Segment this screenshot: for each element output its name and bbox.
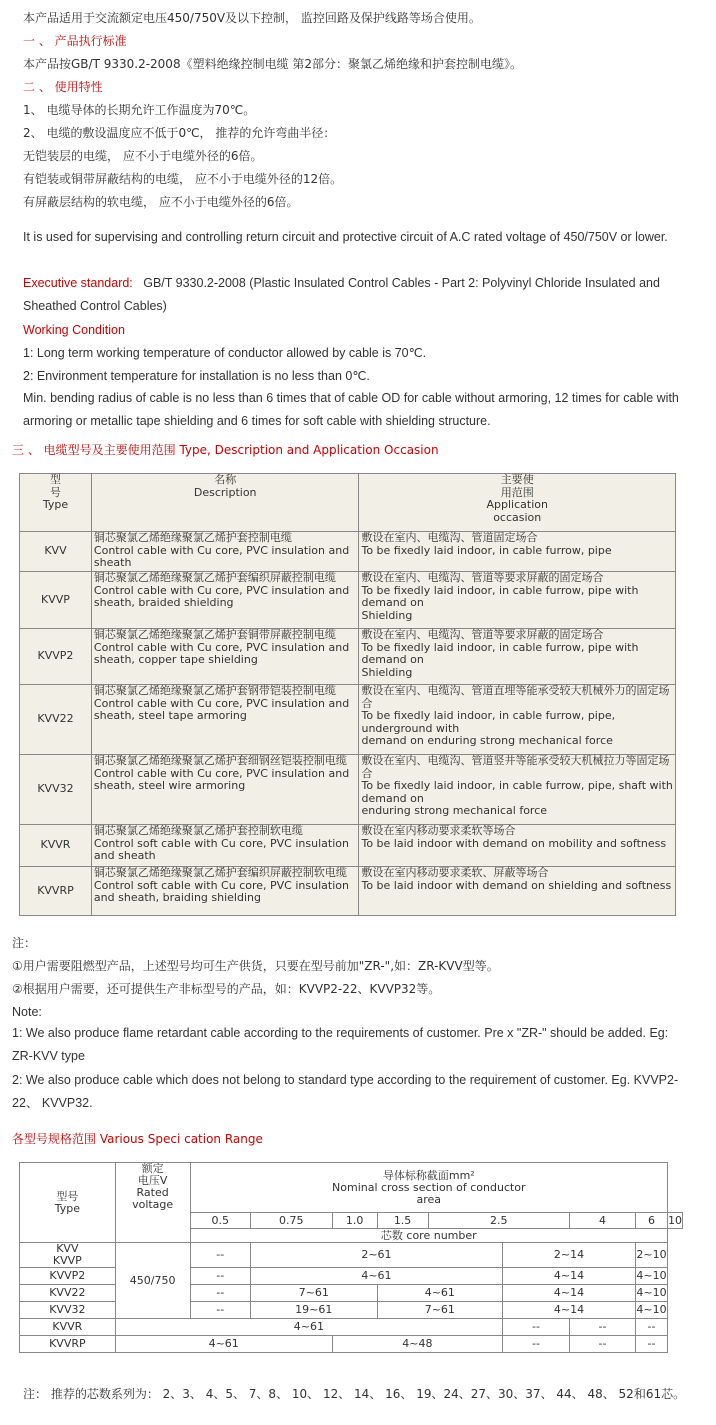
type-code: KVV KVVP [20,1243,116,1268]
description-cell: 铜芯聚氯乙烯绝缘聚氯乙烯护套铜带屏蔽控制电缆 Control cable with Cu core, PVC insulation and sheath, copper tape shielding [91,629,359,685]
value-cell: -- [503,1336,570,1353]
voltage-header: 额定 电压V Rated voltage [115,1163,190,1243]
section-4-title: 各型号规格范围 Various Speci cation Range [12,1132,263,1146]
condition-en-2: 2: Environment temperature for installation is no less than 0℃. [23,369,370,383]
size-cell: 2.5 [428,1213,569,1229]
condition-cn-5: 有屏蔽层结构的软电缆， 应不小于电缆外径的6倍。 [23,195,299,209]
value-cell: 4~10 [635,1285,667,1302]
type-code: KVV [20,532,92,572]
table-row [20,685,676,755]
type-code: KVVRP [20,867,92,916]
condition-cn-3: 无铠装层的电缆， 应不小于电缆外径的6倍。 [23,149,263,163]
application-cell: 敷设在室内、电缆沟、管道竖井等能承受较大机械拉力等固定场合 To be fixedly laid indoor, in cable furrow, pipe, shaft with demand on enduring strong mechanical force [359,755,676,825]
executive-label: Executive standard: [23,276,133,290]
description-cell: 铜芯聚氯乙烯绝缘聚氯乙烯护套钢带铠装控制电缆 Control cable with Cu core, PVC insulation and sheath, steel tape armoring [91,685,359,755]
value-cell: 2~61 [250,1243,502,1268]
section-1-title: 一 、 产品执行标准 [23,34,127,48]
value-cell: -- [635,1336,667,1353]
size-cell: 6 [635,1213,667,1229]
value-cell: 2~14 [503,1243,636,1268]
condition-cn-2: 2、 电缆的敷设温度应不低于0℃， 推荐的允许弯曲半径： [23,126,336,140]
application-cell: 敷设在室内移动要求柔软等场合 To be laid indoor with demand on mobility and softness [359,825,676,867]
value-cell: 4~14 [503,1285,636,1302]
value-cell: 19~61 [250,1302,377,1319]
note-cn-2: ②根据用户需要，还可提供生产非标型号的产品，如：KVVP2-22、KVVP32等。 [12,982,441,996]
table-row [20,1336,683,1353]
intro-cn: 本产品适用于交流额定电压450/750V及以下控制， 监控回路及保护线路等场合使用。 [23,11,481,25]
voltage-cell: 450/750 [115,1243,190,1319]
section-3-title: 三 、 电缆型号及主要使用范围 Type, Description and Application Occasion [12,443,439,457]
table-header [20,1163,683,1213]
type-code: KVV32 [20,755,92,825]
type-code: KVVRP [20,1336,116,1353]
application-header: 主要使 用范围 Application occasion [359,474,676,532]
condition-en-1: 1: Long term working temperature of conductor allowed by cable is 70℃. [23,346,427,360]
description-header: 名称 Description [91,474,359,532]
size-cell: 10 [668,1213,682,1227]
value-cell: 4~10 [635,1268,667,1285]
footnote: 注： 推荐的芯数系列为： 2、3、 4、5、 7、8、 10、 12、 14、 16、 19、24、27、30、37、 44、 48、 52和61芯。 [23,1387,686,1401]
value-cell: 7~61 [250,1285,377,1302]
type-code: KVVP2 [20,1268,116,1285]
size-cell: 1.0 [332,1213,377,1229]
executive-standard [23,272,695,318]
type-code: KVV22 [20,1285,116,1302]
application-cell: 敷设在室内、电缆沟、管道直埋等能承受较大机械外力的固定场合 To be fixedly laid indoor, in cable furrow, pipe, underground with demand on enduring strong mechanical force [359,685,676,755]
core-number-header: 芯数 core number [190,1229,667,1243]
note-cn-title: 注： [12,936,37,950]
standard-cn: 本产品按GB/T 9330.2-2008《塑料绝缘控制电缆 第2部分：聚氯乙烯绝缘和护套控制电缆》。 [23,57,523,71]
application-cell: 敷设在室内、电缆沟、管道等要求屏蔽的固定场合 To be fixedly laid indoor, in cable furrow, pipe with demand on Shielding [359,629,676,685]
intro-en: It is used for supervising and controlling return circuit and protective circuit of A.C rated voltage of 450/750V or lower. [23,230,668,244]
table-row [20,867,676,916]
table-row [20,825,676,867]
note-en-title: Note: [12,1005,42,1019]
application-cell: 敷设在室内、电缆沟、管道等要求屏蔽的固定场合 To be fixedly laid indoor, in cable furrow, pipe with demand on Shielding [359,572,676,629]
type-header: 型号 Type [20,1163,116,1243]
description-cell: 铜芯聚氯乙烯绝缘聚氯乙烯护套细钢丝铠装控制电缆 Control cable with Cu core, PVC insulation and sheath, steel wire armoring [91,755,359,825]
working-condition-title: Working Condition [23,323,125,337]
description-cell: 铜芯聚氯乙烯绝缘聚氯乙烯护套控制电缆 Control cable with Cu core, PVC insulation and sheath [91,532,359,572]
table-row [20,532,676,572]
size-cell: 0.75 [250,1213,332,1229]
value-cell: -- [569,1336,635,1353]
value-cell: -- [190,1268,250,1285]
value-cell: 4~61 [250,1268,502,1285]
condition-en-3: Min. bending radius of cable is no less than 6 times that of cable OD for cable without armoring, 12 times for cable with armoring or metallic tape shielding and 6 times for soft cable with shielding structure. [23,391,679,428]
size-cell: 0.5 [190,1213,250,1229]
table-header [20,474,676,532]
value-cell: 4~14 [503,1302,636,1319]
description-cell: 铜芯聚氯乙烯绝缘聚氯乙烯护套编织屏蔽控制电缆 Control cable with Cu core, PVC insulation and sheath, braided shielding [91,572,359,629]
type-code: KVVR [20,1319,116,1336]
table-row [20,572,676,629]
table-row [20,629,676,685]
type-code: KVV22 [20,685,92,755]
value-cell: -- [190,1243,250,1268]
value-cell: -- [569,1319,635,1336]
table-row [20,1243,683,1268]
application-cell: 敷设在室内移动要求柔软、屏蔽等场合 To be laid indoor with demand on shielding and softness [359,867,676,916]
condition-cn-4: 有铠装或铜带屏蔽结构的电缆， 应不小于电缆外径的12倍。 [23,172,343,186]
value-cell: 4~61 [115,1319,502,1336]
note-en-1: 1: We also produce flame retardant cable according to the requirements of customer. Pre x "ZR-" should be added. Eg: ZR-KVV type [12,1026,669,1063]
type-code: KVV32 [20,1302,116,1319]
size-cell: 1.5 [377,1213,428,1229]
value-cell: 4~14 [503,1268,636,1285]
size-cell: 4 [569,1213,635,1229]
section-2-title: 二 、 使用特性 [23,80,103,94]
application-cell: 敷设在室内、电缆沟、管道固定场合 To be fixedly laid indoor, in cable furrow, pipe [359,532,676,572]
value-cell: -- [190,1302,250,1319]
value-cell: 7~61 [377,1302,502,1319]
type-code: KVVP2 [20,629,92,685]
value-cell: -- [635,1319,667,1336]
condition-cn-1: 1、 电缆导体的长期允许工作温度为70℃。 [23,103,256,117]
table-row [20,755,676,825]
specification-range-table [19,1162,683,1353]
type-description-table [19,473,676,916]
value-cell: 4~10 [635,1302,667,1319]
executive-text: GB/T 9330.2-2008 (Plastic Insulated Control Cables - Part 2: Polyvinyl Chloride Insulated and Sheathed Control Cables) [23,276,660,313]
description-cell: 铜芯聚氯乙烯绝缘聚氯乙烯护套编织屏蔽控制软电缆 Control soft cable with Cu core, PVC insulation and sheath, braiding shielding [91,867,359,916]
value-cell: 4~48 [332,1336,502,1353]
value-cell: -- [190,1285,250,1302]
note-en-2: 2: We also produce cable which does not belong to standard type according to the requirement of customer. Eg. KVVP2-22、 KVVP32. [12,1073,679,1110]
value-cell: 4~61 [377,1285,502,1302]
type-code: KVVP [20,572,92,629]
type-header: 型 号 Type [20,474,92,532]
value-cell: 2~10 [635,1243,667,1268]
type-code: KVVR [20,825,92,867]
description-cell: 铜芯聚氯乙烯绝缘聚氯乙烯护套控制软电缆 Control soft cable with Cu core, PVC insulation and sheath [91,825,359,867]
value-cell: 4~61 [115,1336,332,1353]
value-cell: -- [503,1319,570,1336]
area-header: 导体标称截面mm² Nominal cross section of conductor area [190,1163,667,1213]
table-row [20,1319,683,1336]
note-cn-1: ①用户需要阻燃型产品，上述型号均可生产供货，只要在型号前加"ZR-",如：ZR-KVV型等。 [12,959,499,973]
